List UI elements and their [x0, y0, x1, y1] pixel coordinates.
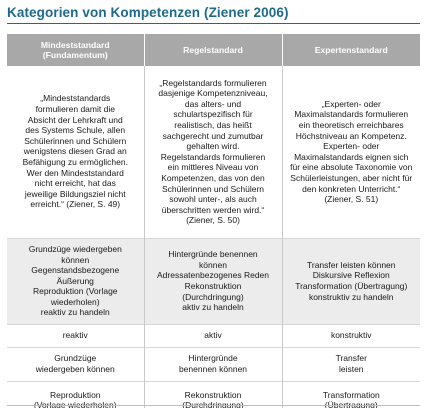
table-cell: „Mindeststandards formulieren damit die Absicht der Lehrkraft und des Systems Schule, allen Schülerinnen und Schülern wenigstens diesen Grad an Befähigung zu ermöglichen. Wer den Mindeststandard nicht erreicht, hat das jeweilige Bildungsziel nicht erreicht.“ (Ziener, S. 49): [7, 66, 144, 238]
table-cell: Transfer leisten: [282, 347, 420, 381]
column-header-regelstandard: Regelstandard: [144, 34, 282, 66]
bottom-divider: [7, 405, 420, 406]
column-header-mindeststandard: Mindeststandard (Fundamentum): [7, 34, 144, 66]
table-row: [7, 238, 420, 324]
table-row: [7, 324, 420, 347]
table-cell: Hintergründe benennen können Adressatenbezogenes Reden Rekonstruktion (Durchdringung) aktiv zu handeln: [144, 238, 282, 324]
table-cell: Transfer leisten können Diskursive Reflexion Transformation (Übertragung) konstruktiv zu handeln: [282, 238, 420, 324]
column-header-expertenstandard: Expertenstandard: [282, 34, 420, 66]
table-cell: Transformation: [282, 381, 420, 408]
header-row: [7, 34, 420, 66]
table-title: Kategorien von Kompetenzen (Ziener 2006): [7, 5, 289, 20]
table-cell: Grundzüge wiedergeben können Gegenstandsbezogene Äußerung Reproduktion (Vorlage wiederholen) reaktiv zu handeln: [7, 238, 144, 324]
table-cell: aktiv: [144, 324, 282, 347]
table-row: [7, 66, 420, 238]
table-row: [7, 381, 420, 408]
table-cell: Hintergründe benennen können: [144, 347, 282, 381]
table-cell: Reproduktion: [7, 381, 144, 408]
competency-table: [7, 34, 420, 408]
table-cell: Rekonstruktion: [144, 381, 282, 408]
table-cell: Grundzüge wiedergeben können: [7, 347, 144, 381]
table-row: [7, 347, 420, 381]
table-cell: konstruktiv: [282, 324, 420, 347]
table-cell: reaktiv: [7, 324, 144, 347]
table-cell: „Experten- oder Maximalstandards formulieren ein theoretisch erreichbares Höchstniveau an Kompetenz. Experten- oder Maximalstandards eignen sich für eine absolute Taxonomie von Schülerleistungen, aber nicht für den konkreten Unterricht.“ (Ziener, S. 51): [282, 66, 420, 238]
title-underline: [7, 23, 420, 24]
table-cell: „Regelstandards formulieren dasjenige Kompetenzniveau, das alters- und schulartspezifisch für realistisch, das heißt sachgerecht und zumutbar gehalten wird. Regelstandards formulieren ein mittleres Niveau von Kompetenzen, das von den Schülerinnen und Schülern sowohl unter-, als auch überschritten werden wird.“ (Ziener, S. 50): [144, 66, 282, 238]
